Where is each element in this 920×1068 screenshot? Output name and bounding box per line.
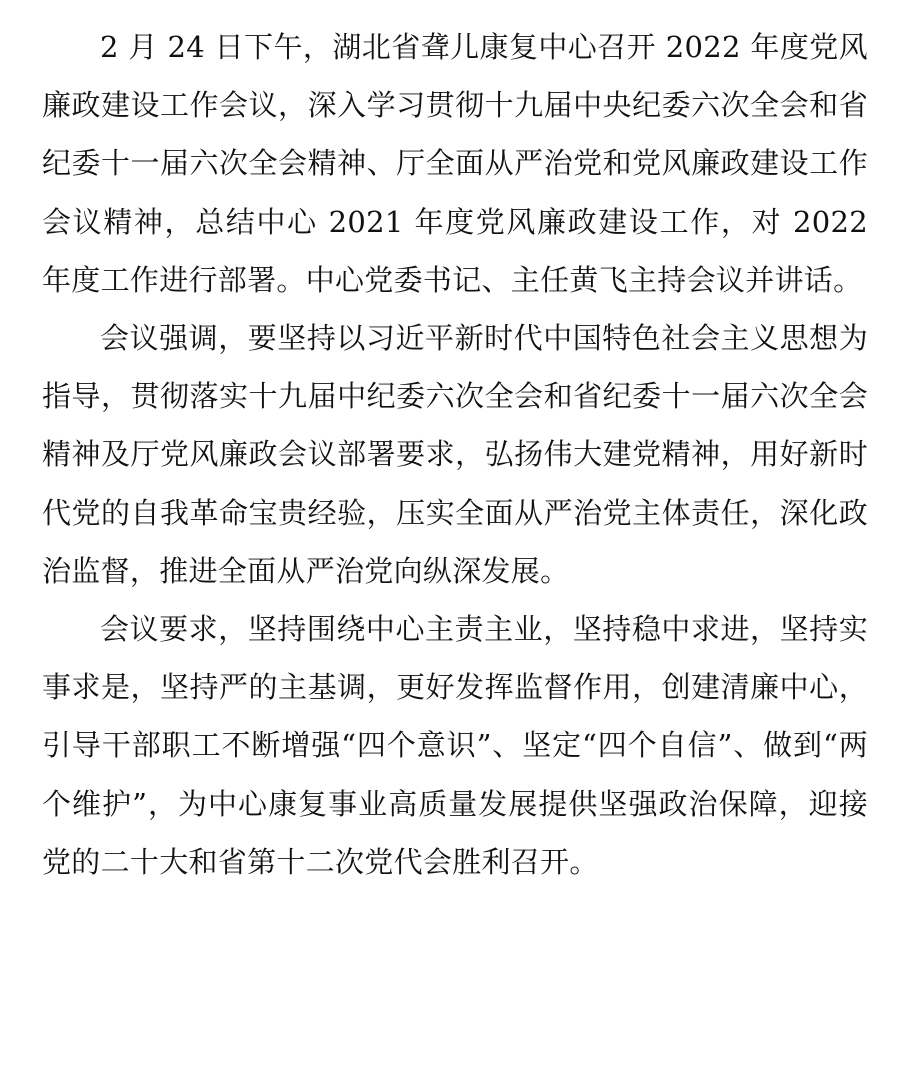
paragraph-meeting-emphasis: 会议强调，要坚持以习近平新时代中国特色社会主义思想为指导，贯彻落实十九届中纪委六次全会和省纪委十一届六次全会精神及厅党风廉政会议部署要求，弘扬伟大建党精神，用好新时代党的自我革命宝贵经验，压实全面从严治党主体责任，深化政治监督，推进全面从严治党向纵深发展。 [42, 321, 868, 588]
article-body [42, 18, 868, 891]
paragraph-meeting-summary: 2 月 24 日下午，湖北省聋儿康复中心召开 2022 年度党风廉政建设工作会议，深入学习贯彻十九届中央纪委六次全会和省纪委十一届六次全会精神、厅全面从严治党和党风廉政建设工作会议精神，总结中心 2021 年度党风廉政建设工作，对 2022 年度工作进行部署。中心党委书记、主任黄飞主持会议并讲话。 [42, 30, 868, 297]
paragraph-meeting-requirements: 会议要求，坚持围绕中心主责主业，坚持稳中求进，坚持实事求是，坚持严的主基调，更好发挥监督作用，创建清廉中心，引导干部职工不断增强“四个意识”、坚定“四个自信”、做到“两个维护”，为中心康复事业高质量发展提供坚强政治保障，迎接党的二十大和省第十二次党代会胜利召开。 [42, 612, 868, 879]
